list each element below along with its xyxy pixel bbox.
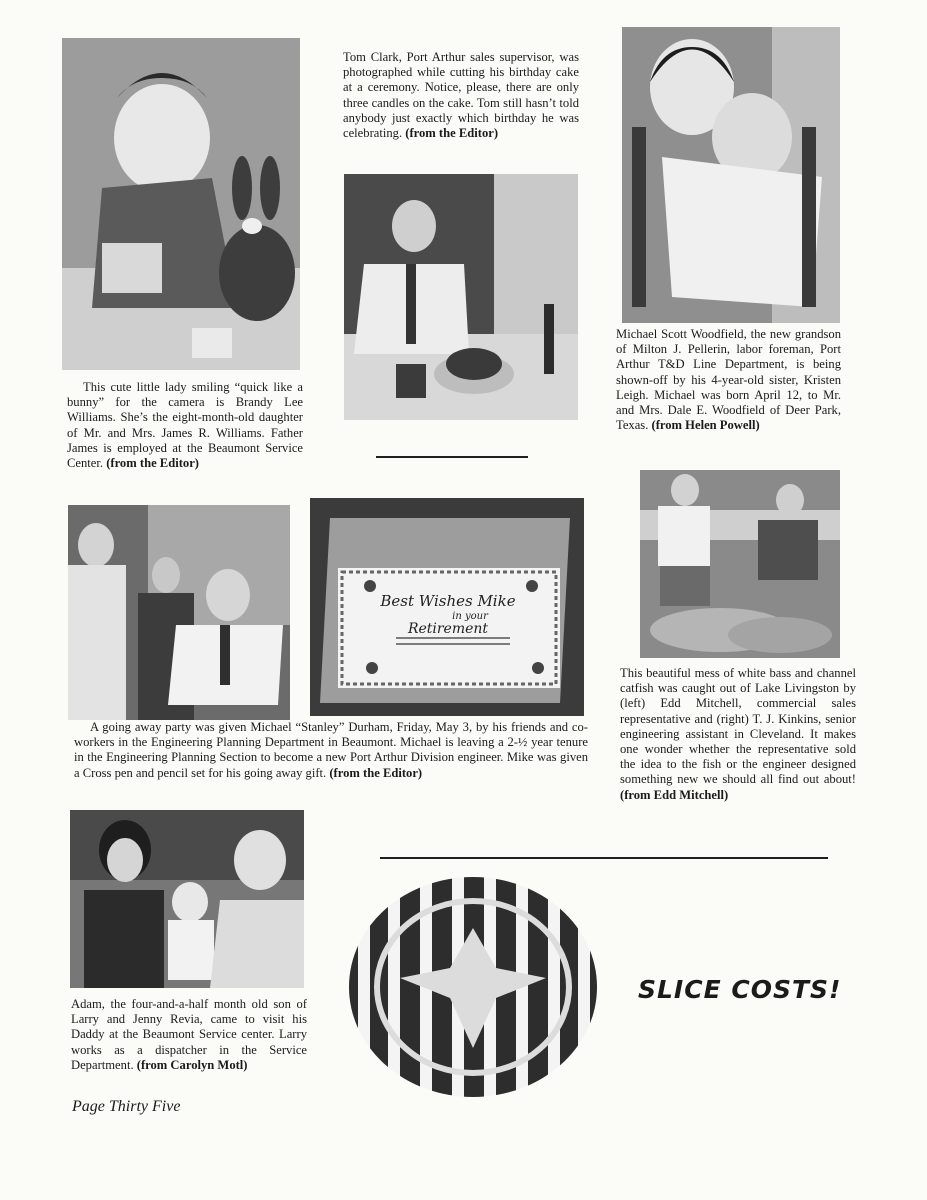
- caption-tom-clark-text: Tom Clark, Port Arthur sales supervisor, was photographed while cutting his birthday cake at a ceremony. Notice, please, there are only three candles on the cake. Tom still hasn’t told anybody just exactly which birthday he was celebrating.: [343, 50, 579, 141]
- photo-brandy-williams: [62, 38, 300, 370]
- caption-tom-clark-source: (from the Editor): [405, 126, 499, 141]
- caption-tom-clark: [343, 50, 579, 141]
- caption-brandy-text: This cute little lady smiling “quick like a bunny” for the camera is Brandy Lee Williams. She’s the eight-month-old daughter of Mr. and Mrs. James R. Williams. Father James is employed at the Beaumont Service Center.: [67, 380, 303, 471]
- caption-woodfield: [616, 327, 841, 433]
- photo-tom-clark-birthday: [344, 174, 578, 420]
- caption-durham: [74, 720, 588, 781]
- divider-rule-bottom: [380, 857, 828, 859]
- photo-retirement-cake: [310, 498, 584, 716]
- caption-adam-source: (from Carolyn Motl): [136, 1057, 248, 1072]
- cake-inscription-line1: Best Wishes Mike: [380, 592, 516, 610]
- caption-woodfield-source: (from Helen Powell): [651, 418, 760, 433]
- cake-inscription-line3: Retirement: [407, 621, 489, 637]
- caption-durham-source: (from the Editor): [329, 765, 423, 780]
- caption-fishing-source: (from Edd Mitchell): [620, 787, 729, 802]
- photo-adam-revia: [70, 810, 304, 988]
- divider-rule-center: [376, 456, 528, 458]
- caption-brandy-source: (from the Editor): [106, 456, 199, 471]
- page-number: Page Thirty Five: [72, 1098, 181, 1115]
- photo-woodfield-children: [622, 27, 840, 323]
- caption-adam: [71, 997, 307, 1073]
- caption-durham-text: A going away party was given Michael “Stanley” Durham, Friday, May 3, by his friends and co-workers in the Engineering Planning Department in Beaumont. Michael is leaving a 2-½ year tenure in the Engineering Planning Section to become a new Port Arthur Division engineer. Mike was given a Cross pen and pencil set for his going away gift.: [74, 720, 588, 780]
- caption-woodfield-text: Michael Scott Woodfield, the new grandson of Milton J. Pellerin, labor foreman, Port Arthur T&D Line Department, is being shown-off by his 4-year-old sister, Kristen Leigh. Michael was born April 12, to Mr. and Mrs. Dale E. Woodfield of Deer Park, Texas.: [616, 327, 841, 433]
- slice-costs-slogan: SLICE COSTS!: [638, 975, 842, 1004]
- retirement-cake-art: [310, 498, 584, 716]
- cake-inscription-line2: in your: [452, 611, 488, 622]
- caption-fishing: [620, 666, 856, 803]
- caption-brandy-williams: [67, 380, 303, 471]
- photo-fishing-catch: [640, 470, 840, 658]
- photo-durham-party: [68, 505, 290, 720]
- sliced-coin-graphic: [346, 868, 600, 1106]
- caption-fishing-text: This beautiful mess of white bass and channel catfish was caught out of Lake Livingston by (left) Edd Mitchell, commercial sales representative and (right) T. J. Kinkins, senior engineering assistant in Cleveland. It makes one wonder whether the representative sold the idea to the fish or the engineer designed something new we should all find out about!: [620, 666, 856, 787]
- caption-adam-text: Adam, the four-and-a-half month old son of Larry and Jenny Revia, came to visit his Daddy at the Beaumont Service center. Larry works as a dispatcher in the Service Department.: [71, 997, 307, 1072]
